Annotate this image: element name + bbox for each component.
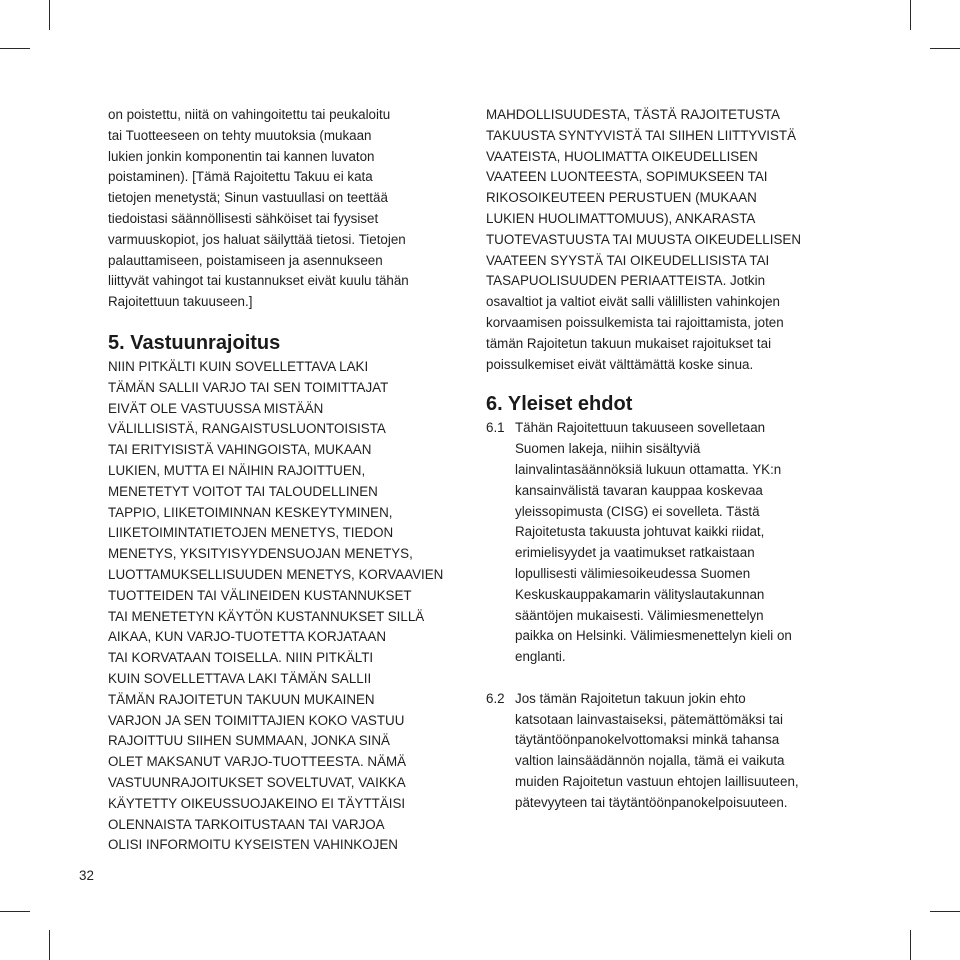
text-line: muiden Rajoitetun vastuun ehtojen laillisuuteen, — [515, 773, 799, 789]
text-line: VÄLILLISISTÄ, RANGAISTUSLUONTOISISTA — [108, 421, 386, 437]
text-line: TUOTEVASTUUSTA TAI MUUSTA OIKEUDELLISEN — [486, 231, 801, 247]
text-line: OLISI INFORMOITU KYSEISTEN VAHINKOJEN — [108, 837, 398, 853]
text-line: Suomen lakeja, niihin sisältyviä — [515, 441, 701, 457]
text-line: lainvalintasäännöksiä lukuun ottamatta. YK:n — [515, 461, 782, 477]
text-line: valtion lainsäädännön nojalla, tämä ei vaikuta — [515, 753, 785, 769]
text-line: lopullisesti välimiesoikeudessa Suomen — [515, 565, 751, 581]
text-line: tämän Rajoitetun takuun mukaiset rajoitukset tai — [486, 335, 772, 351]
text-line: LUOTTAMUKSELLISUUDEN MENETYS, KORVAAVIEN — [108, 566, 444, 582]
clause-6-1 — [486, 418, 848, 668]
text-line: lukien jonkin komponentin tai kannen luvaton — [108, 148, 375, 164]
section-6-heading: 6. Yleiset ehdot — [486, 393, 633, 416]
liability-limitation-paragraph — [108, 357, 468, 856]
text-line: TÄMÄN RAJOITETUN TAKUUN MUKAINEN — [108, 691, 375, 707]
text-line: Keskuskauppakamarin välityslautakunnan — [515, 586, 765, 602]
text-line: TUOTTEIDEN TAI VÄLINEIDEN KUSTANNUKSET — [108, 587, 412, 603]
text-line: palauttamiseen, poistamiseen ja asennukseen — [108, 252, 383, 268]
text-line: VAATEISTA, HUOLIMATTA OIKEUDELLISEN — [486, 148, 758, 164]
text-line: Rajoitettuun takuuseen.] — [108, 294, 253, 310]
text-line: tiedoistasi säännöllisesti sähköiset tai fyysiset — [108, 210, 379, 226]
text-line: OLENNAISTA TARKOITUSTAAN TAI VARJOA — [108, 816, 385, 832]
text-line: VAATEEN SYYSTÄ TAI OIKEUDELLISISTA TAI — [486, 252, 770, 268]
clause-number: 6.2 — [486, 690, 505, 706]
text-line: NIIN PITKÄLTI KUIN SOVELLETTAVA LAKI — [108, 358, 369, 374]
text-line: TAI ERITYISISTÄ VAHINGOISTA, MUKAAN — [108, 442, 372, 458]
text-line: MENETYS, YKSITYISYYDENSUOJAN MENETYS, — [108, 546, 413, 562]
right-column — [486, 105, 848, 814]
crop-mark-top-right-horizontal — [930, 48, 960, 49]
crop-mark-bottom-left-horizontal — [0, 911, 30, 912]
text-line: poissulkemiset eivät välttämättä koske sinua. — [486, 356, 754, 372]
text-line: on poistettu, niitä on vahingoitettu tai peukaloitu — [108, 107, 391, 122]
text-line: yleissopimusta (CISG) ei sovelleta. Tästä — [515, 503, 760, 519]
text-line: EIVÄT OLE VASTUUSSA MISTÄÄN — [108, 400, 324, 416]
text-line: RIKOSOIKEUTEEN PERUSTUEN (MUKAAN — [486, 190, 757, 206]
clause-text — [515, 689, 848, 814]
page-number: 32 — [79, 868, 94, 883]
text-line: KUIN SOVELLETTAVA LAKI TÄMÄN SALLII — [108, 670, 372, 686]
clause-text — [515, 418, 848, 668]
text-line: VARJON JA SEN TOIMITTAJIEN KOKO VASTUU — [108, 712, 405, 728]
text-line: AIKAA, KUN VARJO-TUOTETTA KORJATAAN — [108, 629, 387, 645]
text-line: LUKIEN, MUTTA EI NÄIHIN RAJOITTUEN, — [108, 462, 366, 478]
crop-mark-bottom-left-vertical — [49, 930, 50, 960]
text-line: katsotaan lainvastaiseksi, pätemättömäksi tai — [515, 711, 783, 727]
crop-mark-top-right-vertical — [910, 0, 911, 30]
text-line: poistaminen). [Tämä Rajoitettu Takuu ei kata — [108, 169, 373, 185]
text-line: kansainvälistä tavaran kauppaa koskevaa — [515, 482, 763, 498]
text-line: varmuuskopiot, jos haluat säilyttää tietosi. Tietojen — [108, 231, 406, 247]
text-line: erimielisyydet ja vaatimukset ratkaistaan — [515, 545, 755, 561]
text-line: TÄMÄN SALLII VARJO TAI SEN TOIMITTAJAT — [108, 379, 389, 395]
text-line: tai Tuotteeseen on tehty muutoksia (mukaan — [108, 127, 372, 143]
text-line: LIIKETOIMINTATIETOJEN MENETYS, TIEDON — [108, 525, 394, 541]
clause-6-2 — [486, 689, 848, 814]
text-line: englanti. — [515, 649, 566, 665]
text-line: TAPPIO, LIIKETOIMINNAN KESKEYTYMINEN, — [108, 504, 393, 520]
crop-mark-top-left-horizontal — [0, 48, 30, 49]
text-line: liittyvät vahingot tai kustannukset eivät kuulu tähän — [108, 273, 409, 289]
text-line: Rajoitetusta takuusta johtuvat kaikki riidat, — [515, 524, 765, 540]
text-line: TAKUUSTA SYNTYVISTÄ TAI SIIHEN LIITTYVISTÄ — [486, 127, 797, 143]
text-line: LUKIEN HUOLIMATTOMUUS), ANKARASTA — [486, 210, 756, 226]
text-line: täytäntöönpanokelvottomaksi minkä tahansa — [515, 732, 780, 748]
text-line: MAHDOLLISUUDESTA, TÄSTÄ RAJOITETUSTA — [486, 107, 780, 122]
text-line: KÄYTETTY OIKEUSSUOJAKEINO EI TÄYTTÄISI — [108, 795, 406, 811]
text-line: Jos tämän Rajoitetun takuun jokin ehto — [515, 690, 746, 706]
left-column — [108, 105, 468, 856]
section-5-heading: 5. Vastuunrajoitus — [108, 331, 281, 354]
crop-mark-bottom-right-horizontal — [930, 911, 960, 912]
text-line: paikka on Helsinki. Välimiesmenettelyn kieli on — [515, 628, 792, 644]
text-line: pätevyyteen tai täytäntöönpanokelpoisuuteen. — [515, 794, 788, 810]
text-line: TASAPUOLISUUDEN PERIAATTEISTA. Jotkin — [486, 273, 766, 289]
text-line: sääntöjen mukaisesti. Välimiesmenettelyn — [515, 607, 764, 623]
text-line: osavaltiot ja valtiot eivät salli välillisten vahinkojen — [486, 294, 780, 310]
text-line: MENETETYT VOITOT TAI TALOUDELLINEN — [108, 483, 378, 499]
warranty-exclusion-paragraph — [108, 105, 468, 313]
crop-mark-bottom-right-vertical — [910, 930, 911, 960]
text-line: TAI KORVATAAN TOISELLA. NIIN PITKÄLTI — [108, 650, 374, 666]
text-line: korvaamisen poissulkemista tai rajoittamista, joten — [486, 314, 784, 330]
text-line: RAJOITTUU SIIHEN SUMMAAN, JONKA SINÄ — [108, 733, 390, 749]
text-line: tietojen menetystä; Sinun vastuullasi on teettää — [108, 190, 388, 206]
text-line: Tähän Rajoitettuun takuuseen sovelletaan — [515, 420, 766, 436]
text-line: OLET MAKSANUT VARJO-TUOTTEESTA. NÄMÄ — [108, 754, 407, 770]
text-line: TAI MENETETYN KÄYTÖN KUSTANNUKSET SILLÄ — [108, 608, 425, 624]
text-line: VAATEEN LUONTEESTA, SOPIMUKSEEN TAI — [486, 169, 768, 185]
text-line: VASTUUNRAJOITUKSET SOVELTUVAT, VAIKKA — [108, 774, 406, 790]
liability-continuation-paragraph — [486, 105, 848, 375]
crop-mark-top-left-vertical — [49, 0, 50, 30]
clause-number: 6.1 — [486, 420, 505, 436]
